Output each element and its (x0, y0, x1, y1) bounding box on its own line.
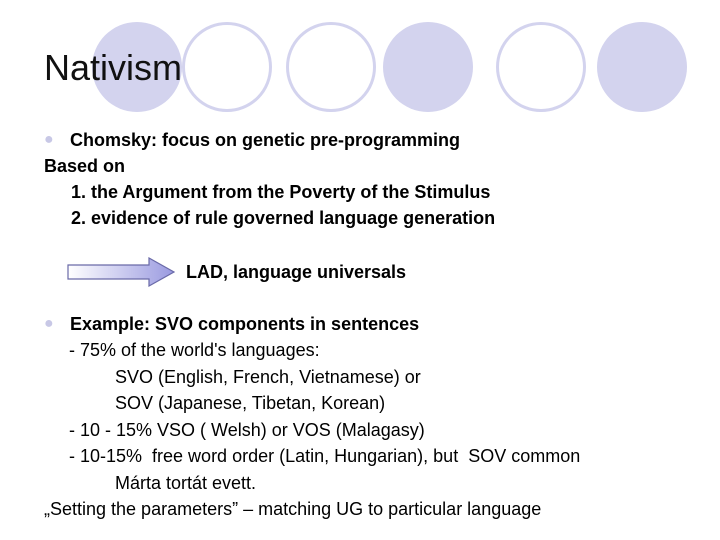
argument-item-2: 2. evidence of rule governed language generation (71, 208, 496, 228)
example-heading: Example: SVO components in sentences (70, 314, 420, 334)
bullet-icon: ● (44, 315, 54, 332)
based-on-label: Based on (44, 156, 126, 176)
decor-circle-3 (286, 22, 376, 112)
decor-circle-6 (597, 22, 687, 112)
example-line-4: - 10 - 15% VSO ( Welsh) or VOS (Malagasy) (69, 420, 425, 440)
chomsky-heading: Chomsky: focus on genetic pre-programming (70, 130, 461, 150)
example-line-3: SOV (Japanese, Tibetan, Korean) (115, 393, 386, 413)
example-line-2: SVO (English, French, Vietnamese) or (115, 367, 421, 387)
example-line-1: - 75% of the world's languages: (69, 340, 320, 360)
bullet-icon: ● (44, 131, 54, 148)
example-line-7: „Setting the parameters” – matching UG to particular language (44, 499, 542, 519)
argument-item-1: 1. the Argument from the Poverty of the Stimulus (71, 182, 491, 202)
lad-universals-label: LAD, language universals (186, 262, 407, 282)
example-line-5: - 10-15% free word order (Latin, Hungarian), but SOV common (69, 446, 581, 466)
right-arrow-icon (67, 257, 175, 287)
decor-circle-5 (496, 22, 586, 112)
example-line-6: Márta tortát evett. (115, 473, 257, 493)
decor-circle-4 (383, 22, 473, 112)
slide-title: Nativism (44, 47, 183, 88)
decor-circle-2 (182, 22, 272, 112)
